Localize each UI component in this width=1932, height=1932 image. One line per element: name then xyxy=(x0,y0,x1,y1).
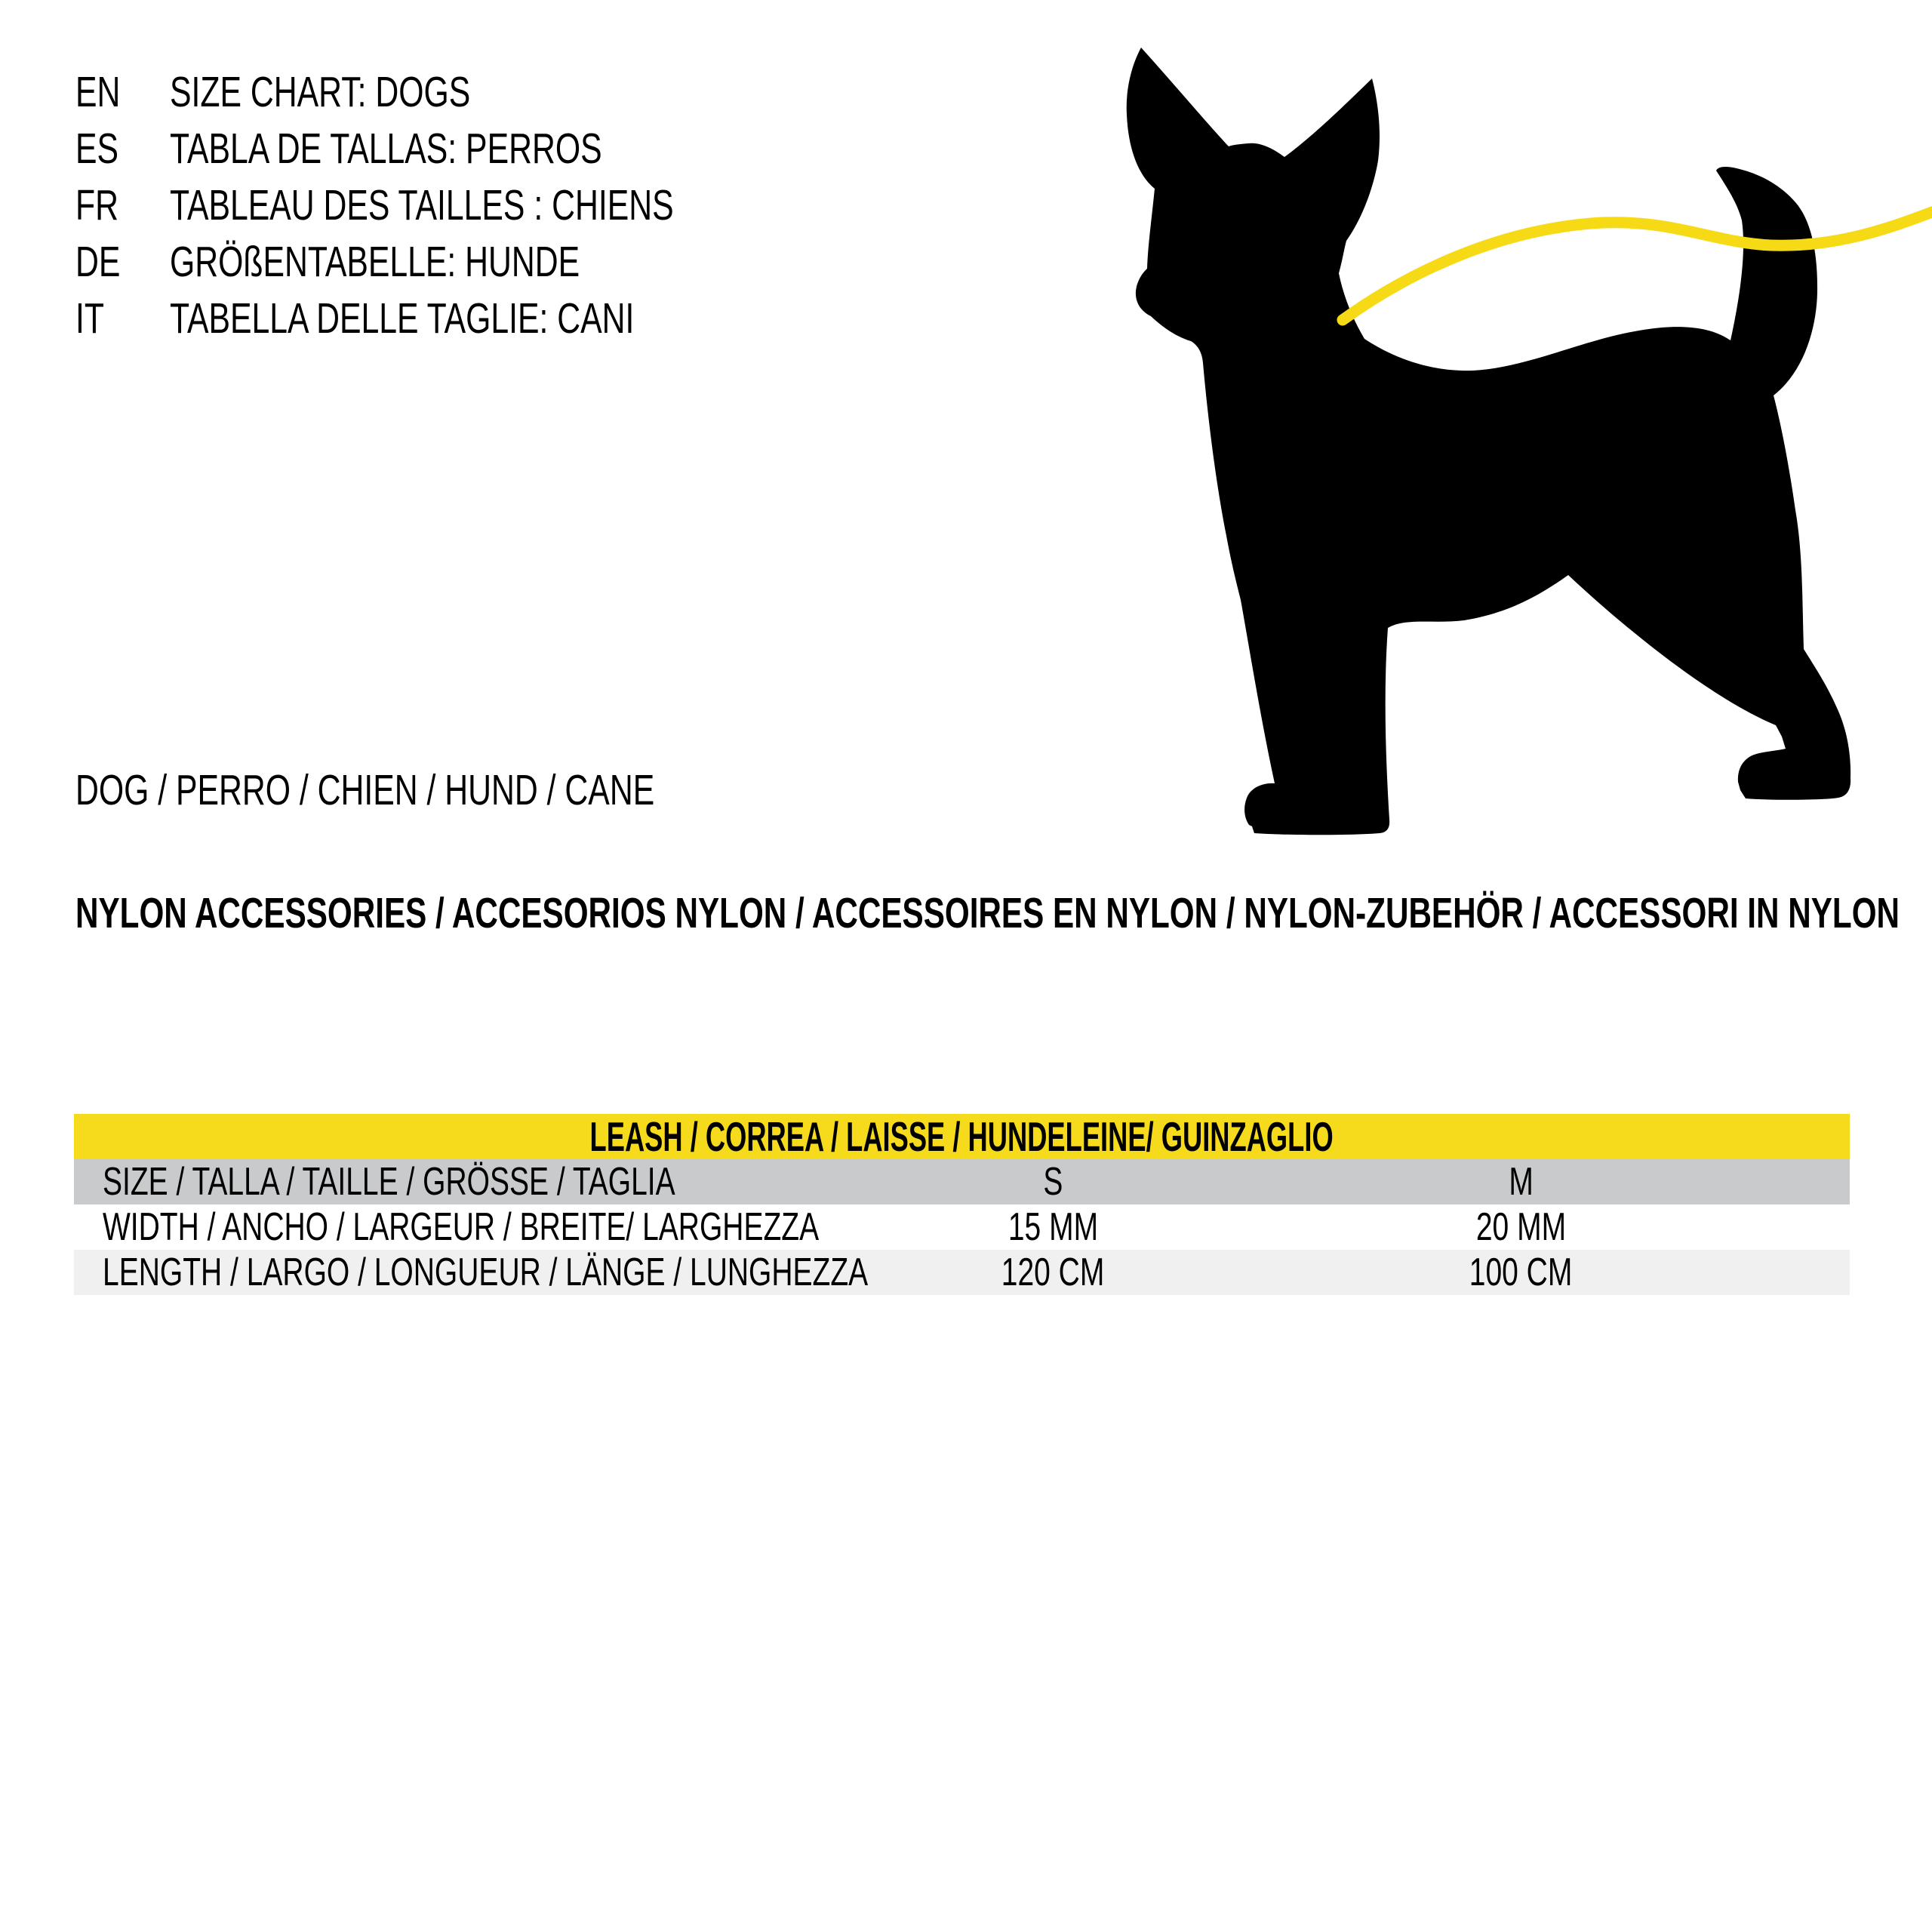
value-text: 120 CM xyxy=(1001,1251,1105,1294)
language-title: TABLEAU DES TAILLES : CHIENS xyxy=(170,181,674,229)
material-heading xyxy=(75,891,1932,936)
size-table-header xyxy=(74,1114,1850,1159)
language-code: EN xyxy=(75,68,121,116)
size-table xyxy=(74,1114,1850,1295)
language-code: DE xyxy=(75,238,121,286)
value-text: 100 CM xyxy=(1469,1251,1573,1294)
language-code: IT xyxy=(75,294,104,343)
leash-line-icon xyxy=(1343,212,1932,320)
value-text: 15 MM xyxy=(1008,1205,1099,1249)
row-label-text: SIZE / TALLA / TAILLE / GRÖSSE / TAGLIA xyxy=(103,1160,675,1204)
language-title: TABELLA DELLE TAGLIE: CANI xyxy=(170,294,635,343)
animal-label xyxy=(75,768,848,813)
value-cell-m xyxy=(1285,1159,1757,1204)
language-title: SIZE CHART: DOGS xyxy=(170,68,471,116)
language-title: GRÖßENTABELLE: HUNDE xyxy=(170,238,580,286)
language-code: FR xyxy=(75,181,118,229)
dog-silhouette-icon xyxy=(1127,48,1850,835)
row-label-text: WIDTH / ANCHO / LARGEUR / BREITE/ LARGHEZZA xyxy=(103,1205,820,1249)
table-row-length xyxy=(74,1250,1850,1295)
value-cell-s xyxy=(821,1250,1285,1295)
animal-label-text: DOG / PERRO / CHIEN / HUND / CANE xyxy=(75,766,655,814)
language-code: ES xyxy=(75,125,119,173)
value-cell-s xyxy=(821,1159,1285,1204)
table-row-width xyxy=(74,1204,1850,1250)
material-heading-text: NYLON ACCESSORIES / ACCESORIOS NYLON / ACCESSOIRES EN NYLON / NYLON-ZUBEHÖR / ACCESSORI IN NYLON xyxy=(75,889,1900,937)
value-text: M xyxy=(1509,1160,1534,1204)
value-text: 20 MM xyxy=(1475,1205,1567,1249)
language-title: TABLA DE TALLAS: PERROS xyxy=(170,125,602,173)
row-label-cell xyxy=(74,1159,821,1204)
value-cell-m xyxy=(1285,1250,1757,1295)
row-label-text: LENGTH / LARGO / LONGUEUR / LÄNGE / LUNGHEZZA xyxy=(103,1251,869,1294)
row-label-cell xyxy=(74,1204,821,1250)
value-text: S xyxy=(1043,1160,1063,1204)
size-table-header-text: LEASH / CORREA / LAISSE / HUNDELEINE/ GUINZAGLIO xyxy=(589,1113,1334,1160)
value-cell-m xyxy=(1285,1204,1757,1250)
row-label-cell xyxy=(74,1250,869,1295)
table-row-size xyxy=(74,1159,1850,1204)
value-cell-s xyxy=(821,1204,1285,1250)
